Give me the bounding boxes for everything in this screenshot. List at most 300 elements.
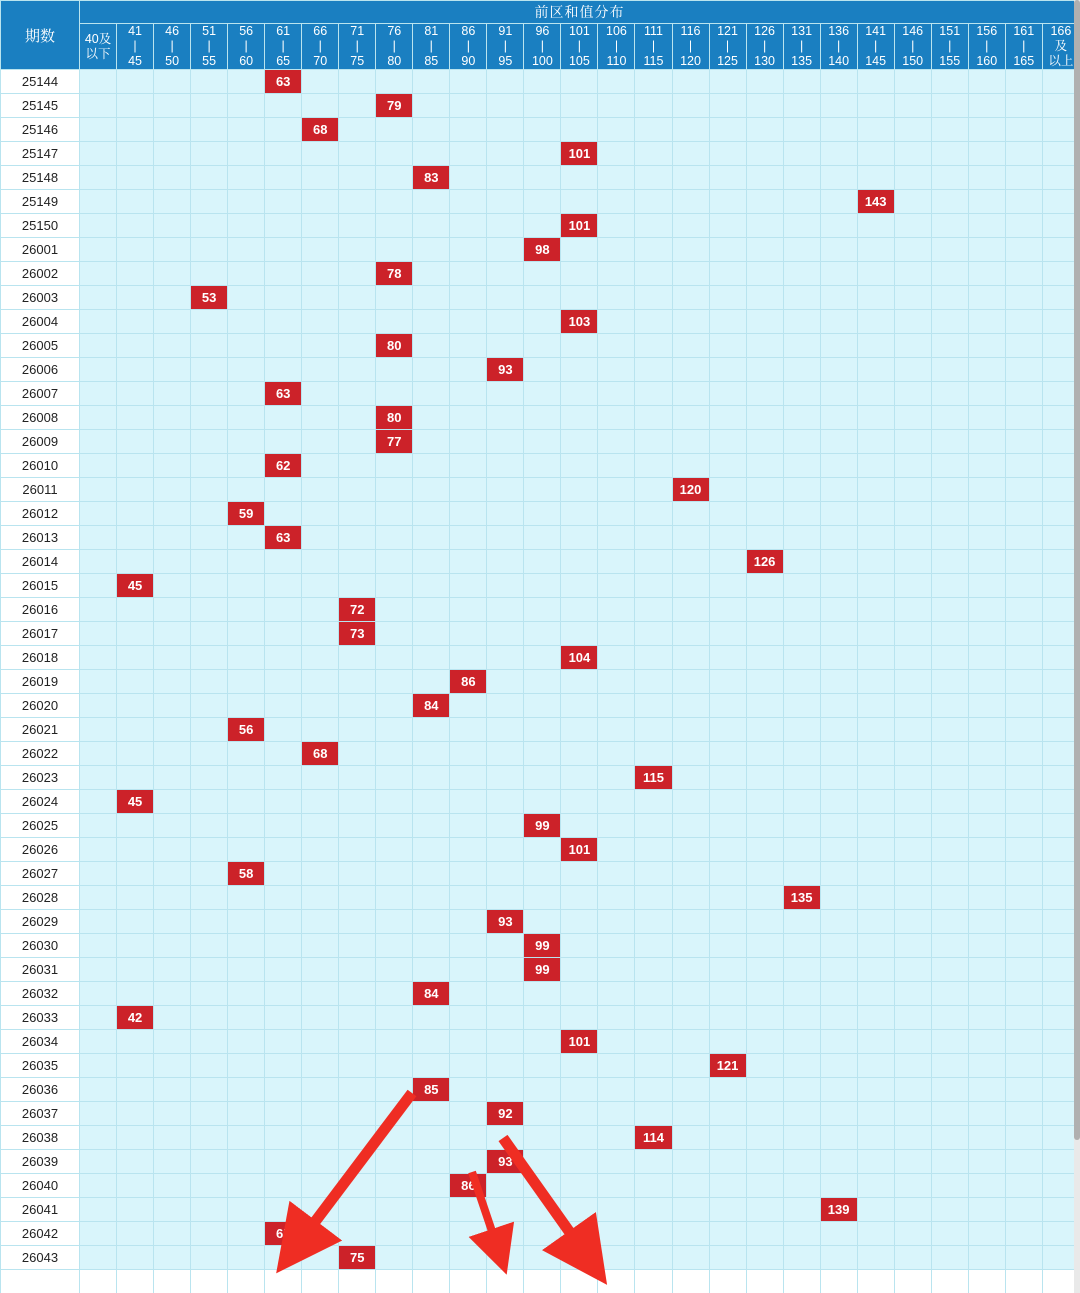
grid-cell <box>894 262 931 286</box>
grid-cell <box>746 502 783 526</box>
grid-cell <box>376 190 413 214</box>
table-row <box>1 1246 1080 1270</box>
grid-cell <box>487 694 524 718</box>
table-row <box>1 478 1080 502</box>
grid-cell <box>117 406 154 430</box>
grid-cell <box>783 430 820 454</box>
grid-cell <box>1005 1126 1042 1150</box>
grid-cell <box>561 166 598 190</box>
grid-cell <box>783 718 820 742</box>
grid-cell <box>598 1198 635 1222</box>
sum-marker-cell <box>376 334 413 358</box>
grid-cell <box>154 1030 191 1054</box>
vertical-scrollbar[interactable] <box>1074 0 1080 1293</box>
bin-header-line: 140 <box>828 54 850 68</box>
grid-cell <box>302 1078 339 1102</box>
grid-cell <box>635 622 672 646</box>
grid-cell <box>1005 190 1042 214</box>
grid-cell <box>302 1006 339 1030</box>
grid-cell <box>820 574 857 598</box>
grid-cell <box>80 1102 117 1126</box>
grid-cell <box>191 622 228 646</box>
grid-cell <box>598 94 635 118</box>
grid-cell <box>80 406 117 430</box>
sum-value-marker: 68 <box>302 742 338 765</box>
grid-cell <box>339 262 376 286</box>
grid-cell <box>450 478 487 502</box>
grid-cell <box>672 838 709 862</box>
grid-cell <box>931 694 968 718</box>
grid-cell <box>635 382 672 406</box>
grid-cell <box>857 838 894 862</box>
grid-cell <box>117 358 154 382</box>
grid-cell <box>1005 790 1042 814</box>
grid-cell <box>635 526 672 550</box>
grid-cell <box>820 1102 857 1126</box>
grid-cell <box>598 742 635 766</box>
scrollbar-thumb[interactable] <box>1074 0 1080 1140</box>
bin-header-6 <box>302 24 339 70</box>
grid-cell <box>968 334 1005 358</box>
grid-cell <box>598 190 635 214</box>
grid-cell <box>524 646 561 670</box>
grid-cell <box>117 1030 154 1054</box>
grid-cell <box>191 358 228 382</box>
grid-cell <box>154 142 191 166</box>
grid-cell <box>672 1006 709 1030</box>
grid-cell <box>524 262 561 286</box>
grid-cell <box>265 310 302 334</box>
grid-cell <box>635 910 672 934</box>
grid-cell <box>524 910 561 934</box>
grid-cell <box>376 1126 413 1150</box>
table-row <box>1 70 1080 94</box>
grid-cell <box>487 430 524 454</box>
grid-cell <box>1005 430 1042 454</box>
grid-cell <box>339 1222 376 1246</box>
grid-cell <box>80 1126 117 1150</box>
grid-cell <box>228 310 265 334</box>
grid-cell <box>450 406 487 430</box>
grid-cell <box>561 334 598 358</box>
grid-cell <box>820 286 857 310</box>
sum-value-marker: 93 <box>487 1150 523 1173</box>
grid-cell <box>413 1198 450 1222</box>
issue-label: 26010 <box>1 454 80 478</box>
grid-cell <box>191 1174 228 1198</box>
grid-cell <box>561 622 598 646</box>
grid-cell <box>228 1174 265 1198</box>
grid-cell <box>746 1246 783 1270</box>
sum-marker-cell <box>228 862 265 886</box>
bin-header-line: 86 <box>461 24 476 38</box>
grid-cell <box>302 1222 339 1246</box>
bin-header-9 <box>413 24 450 70</box>
grid-cell <box>857 1054 894 1078</box>
grid-cell <box>561 982 598 1006</box>
grid-cell <box>968 286 1005 310</box>
grid-cell <box>894 406 931 430</box>
grid-cell <box>302 766 339 790</box>
grid-cell <box>709 1030 746 1054</box>
bin-header-line: | <box>874 39 878 53</box>
grid-cell <box>154 646 191 670</box>
grid-cell <box>228 70 265 94</box>
grid-cell <box>265 670 302 694</box>
grid-cell <box>80 982 117 1006</box>
bin-header-line: 146 <box>902 24 924 38</box>
grid-cell <box>783 406 820 430</box>
grid-cell <box>154 1102 191 1126</box>
sum-value-marker: 99 <box>524 958 560 981</box>
grid-cell <box>376 790 413 814</box>
grid-cell <box>931 430 968 454</box>
grid-cell <box>931 1102 968 1126</box>
grid-cell <box>561 358 598 382</box>
sum-marker-cell <box>376 430 413 454</box>
grid-cell <box>709 1198 746 1222</box>
grid-cell <box>894 766 931 790</box>
sum-value-marker: 101 <box>561 1030 597 1053</box>
grid-cell <box>598 70 635 94</box>
grid-cell <box>931 1246 968 1270</box>
grid-cell <box>746 694 783 718</box>
grid-cell <box>524 142 561 166</box>
grid-cell <box>635 238 672 262</box>
grid-cell <box>302 214 339 238</box>
sum-marker-cell <box>635 1126 672 1150</box>
grid-cell <box>487 886 524 910</box>
issue-label: 26040 <box>1 1174 80 1198</box>
grid-cell <box>191 1222 228 1246</box>
grid-cell <box>228 430 265 454</box>
grid-cell <box>783 1150 820 1174</box>
bin-header-8 <box>376 24 413 70</box>
grid-cell <box>265 550 302 574</box>
grid-cell <box>487 1054 524 1078</box>
grid-cell <box>709 430 746 454</box>
grid-cell <box>228 262 265 286</box>
issue-label: 25147 <box>1 142 80 166</box>
grid-cell <box>894 694 931 718</box>
sum-marker-cell <box>746 550 783 574</box>
sum-value-marker: 103 <box>561 310 597 333</box>
grid-cell <box>524 358 561 382</box>
grid-cell <box>783 838 820 862</box>
grid-cell <box>598 862 635 886</box>
blank-cell <box>561 1270 598 1293</box>
grid-cell <box>302 790 339 814</box>
grid-cell <box>117 478 154 502</box>
bin-header-line: | <box>429 39 433 53</box>
bin-header-line: | <box>799 39 804 53</box>
grid-cell <box>857 430 894 454</box>
grid-cell <box>598 142 635 166</box>
grid-cell <box>191 166 228 190</box>
sum-marker-cell <box>524 814 561 838</box>
grid-cell <box>746 862 783 886</box>
grid-cell <box>968 430 1005 454</box>
sum-marker-cell <box>413 166 450 190</box>
grid-cell <box>154 118 191 142</box>
blank-cell <box>672 1270 709 1293</box>
bin-header-line: 151 <box>939 24 961 38</box>
grid-cell <box>1005 382 1042 406</box>
grid-cell <box>191 478 228 502</box>
grid-cell <box>598 526 635 550</box>
grid-cell <box>968 214 1005 238</box>
grid-cell <box>857 526 894 550</box>
grid-cell <box>709 1102 746 1126</box>
grid-cell <box>450 502 487 526</box>
sum-marker-cell <box>524 958 561 982</box>
grid-cell <box>524 862 561 886</box>
bin-header-line: | <box>614 39 619 53</box>
grid-cell <box>561 1174 598 1198</box>
grid-cell <box>80 790 117 814</box>
grid-cell <box>1005 478 1042 502</box>
grid-cell <box>302 502 339 526</box>
grid-cell <box>413 790 450 814</box>
grid-cell <box>857 982 894 1006</box>
grid-cell <box>524 1198 561 1222</box>
grid-cell <box>561 1006 598 1030</box>
grid-cell <box>561 766 598 790</box>
grid-cell <box>302 838 339 862</box>
grid-cell <box>968 550 1005 574</box>
grid-cell <box>450 622 487 646</box>
table-row <box>1 430 1080 454</box>
blank-cell <box>191 1270 228 1293</box>
sum-value-marker: 72 <box>339 598 375 621</box>
grid-cell <box>746 910 783 934</box>
grid-cell <box>561 742 598 766</box>
table-row <box>1 1174 1080 1198</box>
grid-cell <box>931 1030 968 1054</box>
blank-cell <box>487 1270 524 1293</box>
table-row <box>1 1078 1080 1102</box>
sum-value-marker: 98 <box>524 238 560 261</box>
grid-cell <box>80 958 117 982</box>
grid-cell <box>561 502 598 526</box>
issue-label: 26031 <box>1 958 80 982</box>
grid-cell <box>783 598 820 622</box>
grid-cell <box>191 598 228 622</box>
grid-cell <box>154 982 191 1006</box>
grid-cell <box>968 1174 1005 1198</box>
grid-cell <box>228 1030 265 1054</box>
grid-cell <box>450 1078 487 1102</box>
sum-value-marker: 99 <box>524 814 560 837</box>
grid-cell <box>635 262 672 286</box>
issue-label: 26029 <box>1 910 80 934</box>
grid-cell <box>339 406 376 430</box>
issue-label: 26038 <box>1 1126 80 1150</box>
grid-cell <box>820 94 857 118</box>
grid-cell <box>191 982 228 1006</box>
issue-label: 26011 <box>1 478 80 502</box>
grid-cell <box>820 766 857 790</box>
bin-header-line: | <box>503 39 507 53</box>
grid-cell <box>302 430 339 454</box>
grid-cell <box>376 742 413 766</box>
grid-cell <box>857 502 894 526</box>
grid-cell <box>931 718 968 742</box>
grid-cell <box>376 862 413 886</box>
grid-cell <box>154 934 191 958</box>
issue-label: 26001 <box>1 238 80 262</box>
grid-cell <box>524 1030 561 1054</box>
grid-cell <box>746 478 783 502</box>
table-row <box>1 1198 1080 1222</box>
issue-label: 26027 <box>1 862 80 886</box>
grid-cell <box>487 718 524 742</box>
grid-cell <box>598 766 635 790</box>
table-row <box>1 118 1080 142</box>
grid-cell <box>746 526 783 550</box>
grid-cell <box>117 502 154 526</box>
grid-cell <box>487 1006 524 1030</box>
grid-cell <box>265 814 302 838</box>
grid-cell <box>561 574 598 598</box>
blank-cell <box>857 1270 894 1293</box>
grid-cell <box>857 910 894 934</box>
grid-cell <box>672 1102 709 1126</box>
grid-cell <box>1005 934 1042 958</box>
grid-cell <box>117 262 154 286</box>
grid-cell <box>450 1198 487 1222</box>
grid-cell <box>709 718 746 742</box>
grid-cell <box>1005 1150 1042 1174</box>
grid-cell <box>709 742 746 766</box>
grid-cell <box>598 382 635 406</box>
grid-cell <box>302 1150 339 1174</box>
blank-cell <box>635 1270 672 1293</box>
grid-cell <box>746 766 783 790</box>
grid-cell <box>1005 718 1042 742</box>
sum-marker-cell <box>487 910 524 934</box>
grid-cell <box>524 718 561 742</box>
grid-cell <box>265 934 302 958</box>
grid-cell <box>1005 454 1042 478</box>
grid-cell <box>783 934 820 958</box>
grid-cell <box>672 1078 709 1102</box>
grid-cell <box>598 118 635 142</box>
grid-cell <box>635 1102 672 1126</box>
grid-cell <box>672 238 709 262</box>
grid-cell <box>561 94 598 118</box>
bin-header-4 <box>228 24 265 70</box>
grid-cell <box>857 310 894 334</box>
grid-cell <box>228 406 265 430</box>
grid-cell <box>450 958 487 982</box>
grid-cell <box>413 190 450 214</box>
grid-cell <box>413 118 450 142</box>
grid-cell <box>931 646 968 670</box>
grid-cell <box>376 214 413 238</box>
table-row <box>1 1102 1080 1126</box>
grid-cell <box>228 94 265 118</box>
grid-cell <box>228 166 265 190</box>
bin-header-line: | <box>355 39 359 53</box>
grid-cell <box>857 382 894 406</box>
grid-cell <box>672 742 709 766</box>
grid-cell <box>228 1150 265 1174</box>
grid-cell <box>339 478 376 502</box>
grid-cell <box>672 862 709 886</box>
grid-cell <box>450 910 487 934</box>
grid-cell <box>265 358 302 382</box>
bin-header-11 <box>487 24 524 70</box>
grid-cell <box>672 214 709 238</box>
grid-cell <box>1005 94 1042 118</box>
grid-cell <box>968 934 1005 958</box>
grid-cell <box>746 1006 783 1030</box>
grid-cell <box>376 838 413 862</box>
bin-header-line: 41 <box>128 24 142 38</box>
grid-cell <box>524 286 561 310</box>
grid-cell <box>894 70 931 94</box>
grid-cell <box>450 886 487 910</box>
grid-cell <box>635 862 672 886</box>
grid-cell <box>1005 1030 1042 1054</box>
grid-cell <box>302 286 339 310</box>
grid-cell <box>413 622 450 646</box>
grid-cell <box>894 286 931 310</box>
grid-cell <box>894 1150 931 1174</box>
grid-cell <box>339 1102 376 1126</box>
grid-cell <box>672 910 709 934</box>
grid-cell <box>857 214 894 238</box>
bin-header-line: 75 <box>350 54 365 68</box>
issue-label: 26003 <box>1 286 80 310</box>
grid-cell <box>672 1222 709 1246</box>
grid-cell <box>339 382 376 406</box>
grid-cell <box>709 1078 746 1102</box>
issue-label: 26035 <box>1 1054 80 1078</box>
grid-cell <box>968 1102 1005 1126</box>
grid-cell <box>154 190 191 214</box>
grid-cell <box>931 70 968 94</box>
bin-header-line: 70 <box>313 54 328 68</box>
sum-value-marker: 42 <box>117 1006 153 1029</box>
sum-value-marker: 86 <box>450 670 486 693</box>
grid-cell <box>117 526 154 550</box>
grid-cell <box>931 214 968 238</box>
grid-cell <box>265 958 302 982</box>
grid-cell <box>561 262 598 286</box>
grid-cell <box>672 70 709 94</box>
grid-cell <box>857 646 894 670</box>
grid-cell <box>820 190 857 214</box>
grid-cell <box>265 166 302 190</box>
grid-cell <box>117 814 154 838</box>
issue-label: 26025 <box>1 814 80 838</box>
grid-cell <box>635 454 672 478</box>
grid-cell <box>746 790 783 814</box>
issue-label: 25146 <box>1 118 80 142</box>
grid-cell <box>413 718 450 742</box>
grid-cell <box>931 1222 968 1246</box>
grid-cell <box>302 382 339 406</box>
grid-cell <box>376 502 413 526</box>
bin-header-line: 65 <box>276 54 291 68</box>
grid-cell <box>968 1150 1005 1174</box>
grid-cell <box>413 646 450 670</box>
sum-value-marker: 93 <box>487 358 523 381</box>
grid-cell <box>487 742 524 766</box>
grid-cell <box>931 142 968 166</box>
